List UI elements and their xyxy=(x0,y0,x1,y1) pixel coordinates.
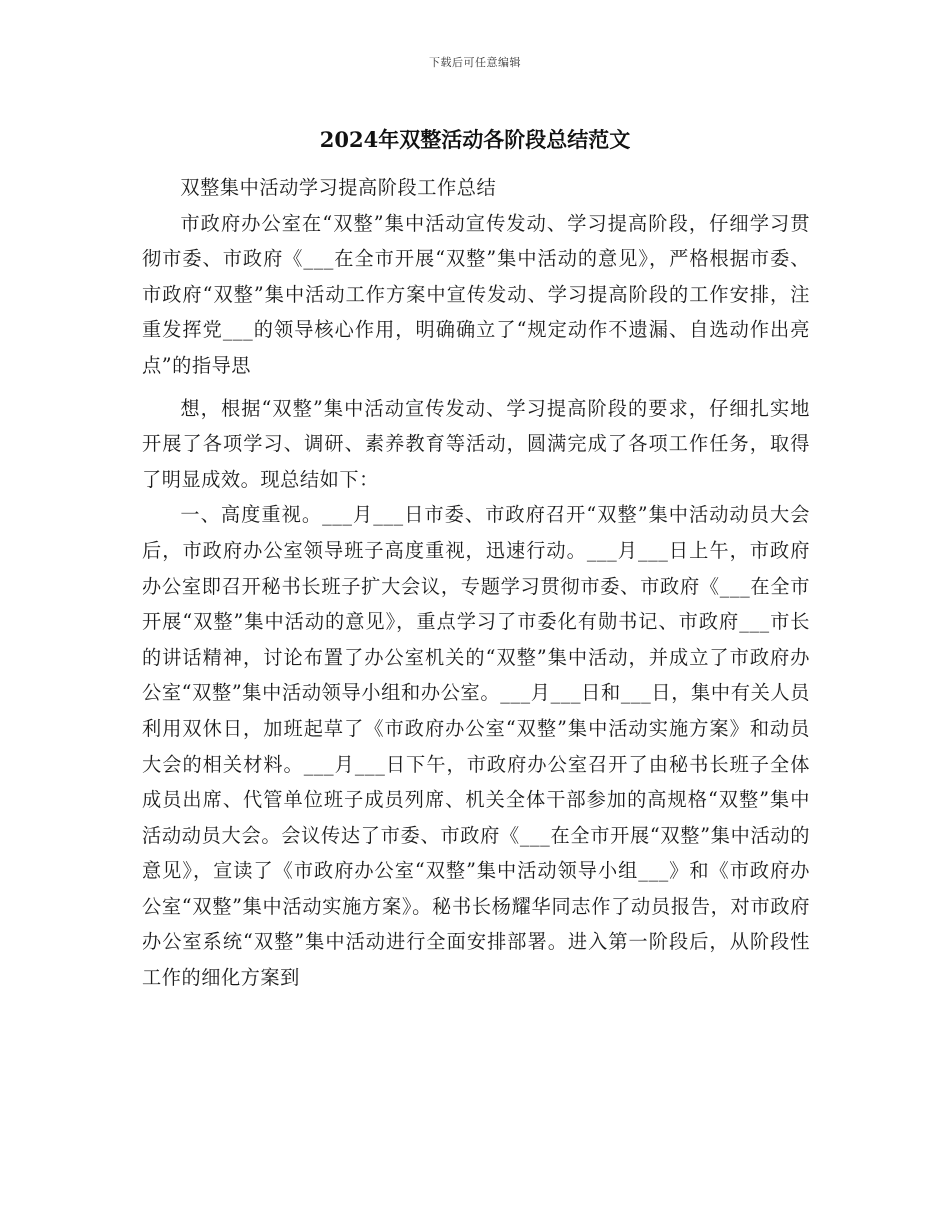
body-paragraph: 一、高度重视。___月___日市委、市政府召开“双整”集中活动动员大会后，市政府办公室领导班子高度重视，迅速行动。___月___日上午，市政府办公室即召开秘书长班子扩大会议，专题学习贯彻市委、市政府《___在全市开展“双整”集中活动的意见》，重点学习了市委化有勋书记、市政府___市长的讲话精神，讨论布置了办公室机关的“双整”集中活动，并成立了市政府办公室“双整”集中活动领导小组和办公室。___月___日和___日，集中有关人员利用双休日，加班起草了《市政府办公室“双整”集中活动实施方案》和动员大会的相关材料。___月___日下午，市政府办公室召开了由秘书长班子全体成员出席、代管单位班子成员列席、机关全体干部参加的高规格“双整”集中活动动员大会。会议传达了市委、市政府《___在全市开展“双整”集中活动的意见》，宣读了《市政府办公室“双整”集中活动领导小组___》和《市政府办公室“双整”集中活动实施方案》。秘书长杨耀华同志作了动员报告，对市政府办公室系统“双整”集中活动进行全面安排部署。进入第一阶段后，从阶段性工作的细化方案到 xyxy=(142,503,810,990)
document-title: 2024年双整活动各阶段总结范文 xyxy=(319,127,631,152)
header-note: 下载后可任意编辑 xyxy=(429,56,521,69)
body-paragraph: 想，根据“双整”集中活动宣传发动、学习提高阶段的要求，仔细扎实地开展了各项学习、调研、素养教育等活动，圆满完成了各项工作任务，取得了明显成效。现总结如下： xyxy=(142,396,810,491)
document-body xyxy=(142,170,810,996)
body-paragraph: 市政府办公室在“双整”集中活动宣传发动、学习提高阶段，仔细学习贯彻市委、市政府《___在全市开展“双整”集中活动的意见》，严格根据市委、市政府“双整”集中活动工作方案中宣传发动、学习提高阶段的工作安排，注重发挥党___的领导核心作用，明确确立了“规定动作不遗漏、自选动作出亮点”的指导思 xyxy=(142,211,810,377)
section-heading: 双整集中活动学习提高阶段工作总结 xyxy=(180,176,497,199)
